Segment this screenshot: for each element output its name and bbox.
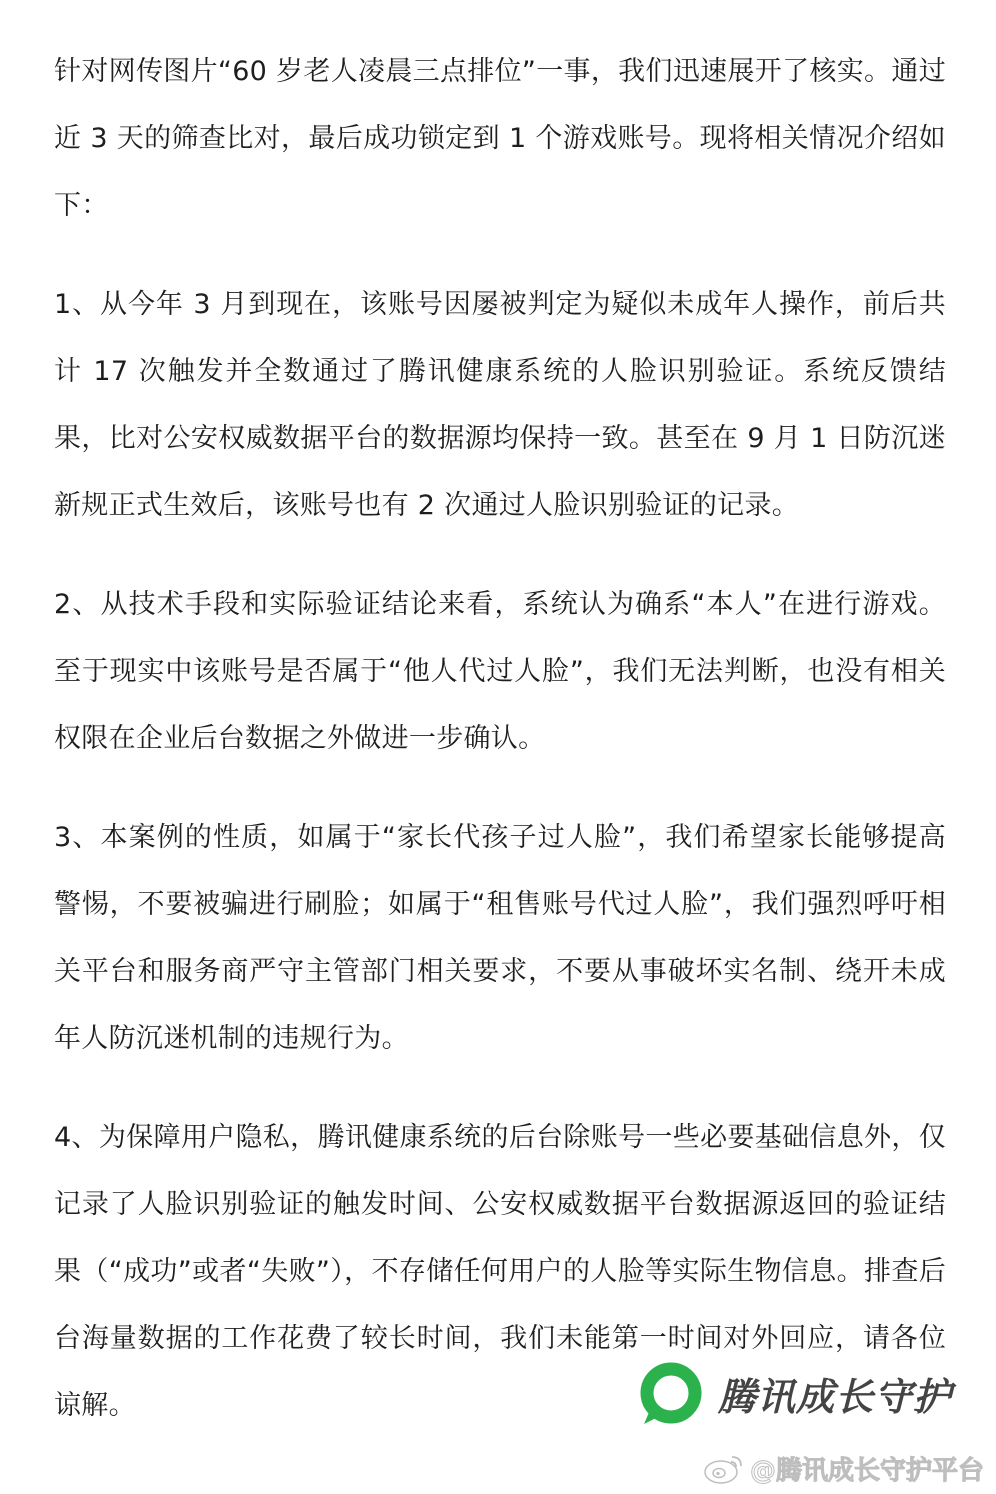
watermark-text: @腾讯成长守护平台 bbox=[750, 1455, 985, 1486]
weibo-watermark bbox=[702, 1448, 984, 1488]
brand-signature bbox=[636, 1357, 952, 1429]
point-2-paragraph: 2、从技术手段和实际验证结论来看，系统认为确系“本人”在进行游戏。至于现实中该账号是否属于“他人代过人脸”，我们无法判断，也没有相关权限在企业后台数据之外做进一步确认。 bbox=[54, 589, 946, 754]
point-3-paragraph: 3、本案例的性质，如属于“家长代孩子过人脸”，我们希望家长能够提高警惕，不要被骗进行刷脸；如属于“租售账号代过人脸”，我们强烈呼吁相关平台和服务商严守主管部门相关要求，不要从事破坏实名制、绕开未成年人防沉迷机制的违规行为。 bbox=[54, 822, 946, 1054]
intro-paragraph: 针对网传图片“60 岁老人凌晨三点排位”一事，我们迅速展开了核实。通过近 3 天的筛查比对，最后成功锁定到 1 个游戏账号。现将相关情况介绍如下： bbox=[54, 56, 946, 221]
announcement-body bbox=[54, 38, 946, 1439]
point-4-paragraph: 4、为保障用户隐私，腾讯健康系统的后台除账号一些必要基础信息外，仅记录了人脸识别验证的触发时间、公安权威数据平台数据源返回的验证结果（“成功”或者“失败”），不存储任何用户的人脸等实际生物信息。排查后台海量数据的工作花费了较长时间，我们未能第一时间对外回应，请各位谅解。 bbox=[54, 1122, 946, 1421]
ring-logo-icon bbox=[636, 1358, 706, 1428]
point-1-paragraph: 1、从今年 3 月到现在，该账号因屡被判定为疑似未成年人操作，前后共计 17 次触发并全数通过了腾讯健康系统的人脸识别验证。系统反馈结果，比对公安权威数据平台的数据源均保持一致。甚至在 9 月 1 日防沉迷新规正式生效后，该账号也有 2 次通过人脸识别验证的记录。 bbox=[54, 289, 946, 521]
brand-name: 腾讯成长守护 bbox=[718, 1374, 953, 1419]
weibo-icon bbox=[702, 1451, 746, 1485]
